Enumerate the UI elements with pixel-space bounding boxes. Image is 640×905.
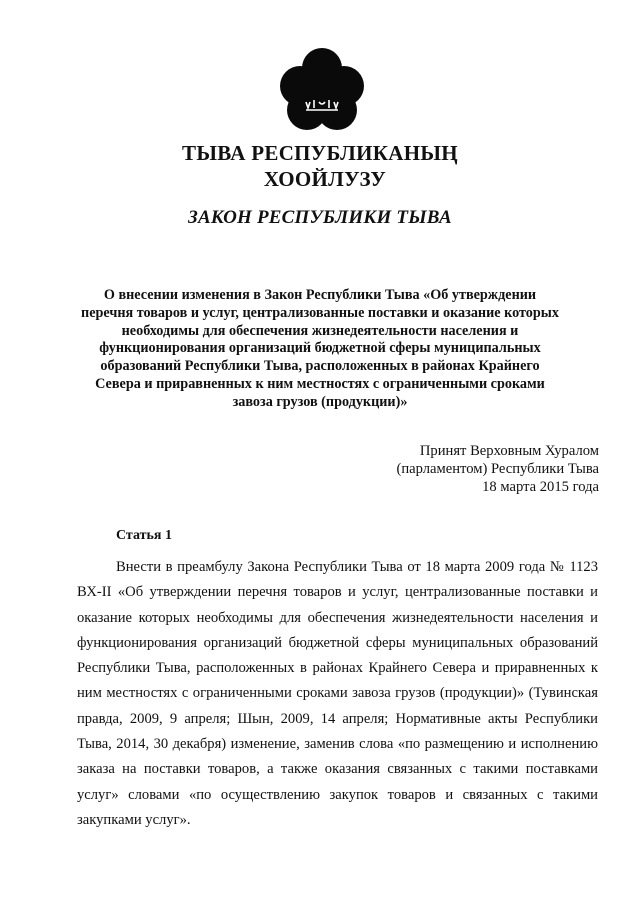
adoption-date: 18 марта 2015 года [482, 478, 599, 495]
tuvan-law-title [0, 141, 640, 192]
article-text: Внести в преамбулу Закона Республики Тыва от 18 марта 2009 года № 1123 ВХ-II «Об утверждении перечня товаров и услуг, централизованные поставки и оказание которых необходимы для обеспечения жизнедеятельности населения и функционирования организаций бюджетной сферы муниципальных образований Республики Тыва, расположенных в районах Крайнего Севера и приравненных к ним местностях с ограниченными сроками завоза грузов (продукции)» (Тувинская правда, 2009, 9 апреля; Шын, 2009, 14 апреля; Нормативные акты Республики Тыва, 2014, 30 декабря) изменение, заменив слова «по размещению и исполнению заказа на поставки товаров, а также оказания связанных с такими поставками услуг» словами «по осуществлению закупок товаров и связанных с такими закупками услуг». [77, 559, 598, 828]
law-subject-title: О внесении изменения в Закон Республики Тыва «Об утверждении перечня товаров и услуг, централизованные поставки и оказание которых необходимы для обеспечения жизнедеятельности населения и функционирования организаций бюджетной сферы муниципальных образований Республики Тыва, расположенных в районах Крайнего Севера и приравненных к ним местностях с ограниченными сроками завоза грузов (продукции)» [81, 287, 559, 410]
tuvan-title-line2: ХООЙЛУЗУ [263, 167, 387, 191]
tuva-coat-of-arms-icon [276, 44, 368, 136]
russian-law-title: ЗАКОН РЕСПУБЛИКИ ТЫВА [188, 207, 452, 228]
adoption-line1: Принят Верховным Хуралом [419, 443, 599, 459]
tuvan-title-line1: ТЫВА РЕСПУБЛИКАНЫҢ [182, 141, 458, 165]
adoption-line2: (парламентом) Республики Тыва [396, 460, 599, 477]
adoption-block [396, 443, 599, 496]
article-heading: Статья 1 [116, 528, 172, 543]
